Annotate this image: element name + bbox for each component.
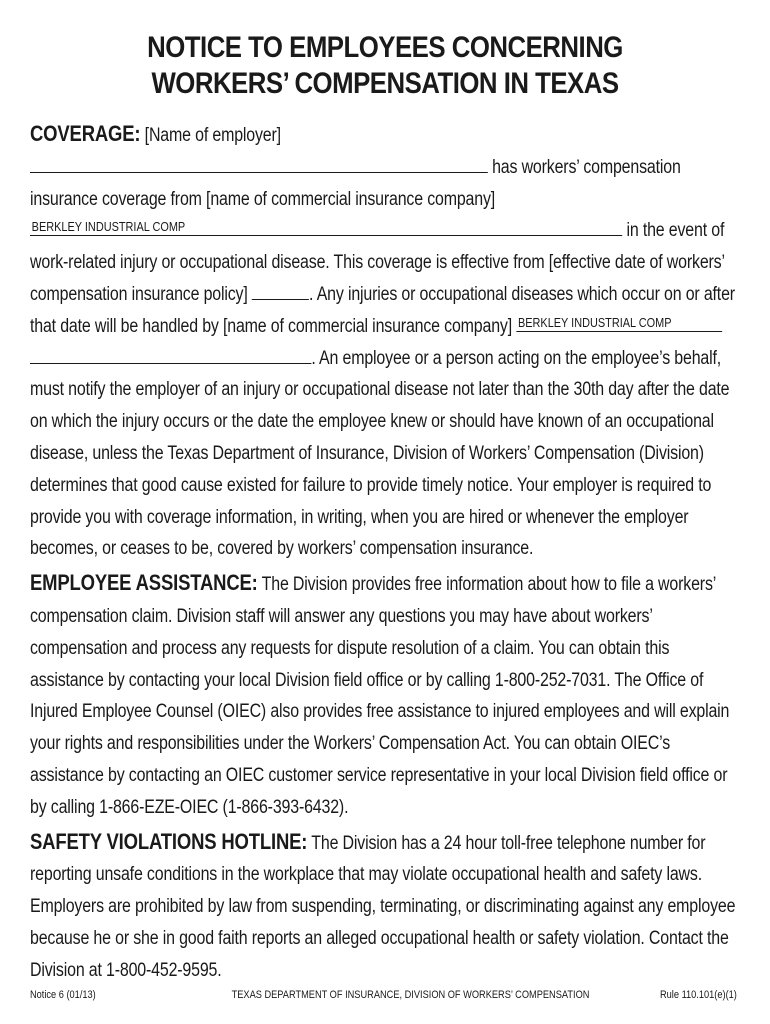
- employer-prompt: [Name of employer]: [144, 125, 281, 146]
- notice-title: [54, 30, 716, 102]
- footer-rule: Rule 110.101(e)(1): [660, 989, 737, 1001]
- footer-agency: TEXAS DEPARTMENT OF INSURANCE, DIVISION OF WORKERS’ COMPENSATION: [231, 989, 590, 1001]
- effective-text: work-related injury or occupational disease. This coverage is effective from [effective date of workers’ compensation insurance policy]: [30, 252, 725, 305]
- notice-body: [30, 118, 736, 987]
- assistance-section: [30, 567, 736, 823]
- title-line-2: WORKERS’ COMPENSATION IN TEXAS: [151, 67, 619, 100]
- coverage-section: [30, 118, 736, 565]
- safety-section: [30, 826, 736, 987]
- handled-by-field-2[interactable]: [30, 345, 311, 364]
- footer-notice-number: Notice 6 (01/13): [30, 989, 96, 1001]
- handled-by-field-1[interactable]: [516, 313, 722, 332]
- notify-text: . An employee or a person acting on the employee’s behalf, must notify the employer of an injury or occupational disease not later than the 30th day after the date on which the injury occurs or the date the employee knew or should have known of an occupational disease, unless the Texas Department of Insurance, Division of Workers’ Compensation (Division) determines that good cause existed for failure to provide timely notice. Your employer is required to provide you with coverage information, in writing, when you are hired or whenever the employer becomes, or ceases to be, covered by workers’ compensation insurance.: [30, 347, 730, 560]
- assistance-body: The Division provides free information about how to file a workers’ compensation claim. Division staff will answer any questions you may have about workers’ compensation and process any requests for dispute resolution of a claim. You can obtain this assistance by contacting your local Division field office or by calling 1-800-252-7031. The Office of Injured Employee Counsel (OIEC) also provides free assistance to injured employees and will explain your rights and responsibilities under the Workers’ Compensation Act. You can obtain OIEC’s assistance by contacting an OIEC customer service representative in your local Division field office or by calling 1-866-EZE-OIEC (1-866-393-6432).: [30, 574, 730, 818]
- title-line-1: NOTICE TO EMPLOYEES CONCERNING: [147, 31, 623, 64]
- insurer-prompt: has workers’ compensation insurance coverage from [name of commercial insurance company]: [30, 156, 681, 210]
- in-event-text: in the event of: [626, 220, 725, 242]
- effective-date-field[interactable]: [252, 281, 309, 300]
- coverage-heading: COVERAGE:: [30, 121, 141, 146]
- assistance-heading: EMPLOYEE ASSISTANCE:: [30, 570, 258, 596]
- handled-by-value: BERKLEY INDUSTRIAL COMP: [517, 314, 672, 330]
- insurer-name-value: BERKLEY INDUSTRIAL COMP: [31, 219, 186, 235]
- employer-name-field[interactable]: [30, 154, 488, 173]
- handled-text: . Any injuries or occupational diseases which occur on or after that date will be handled by [name of commercial insurance company]: [30, 283, 735, 337]
- safety-body: The Division has a 24 hour toll-free telephone number for reporting unsafe conditions in the workplace that may violate occupational health and safety laws. Employers are prohibited by law from suspending, terminating, or discriminating against any employee because he or she in good faith reports an alleged occupational health or safety violation. Contact the Division at 1-800-452-9595.: [30, 832, 736, 981]
- safety-heading: SAFETY VIOLATIONS HOTLINE:: [30, 828, 308, 854]
- insurer-name-field[interactable]: [30, 217, 622, 236]
